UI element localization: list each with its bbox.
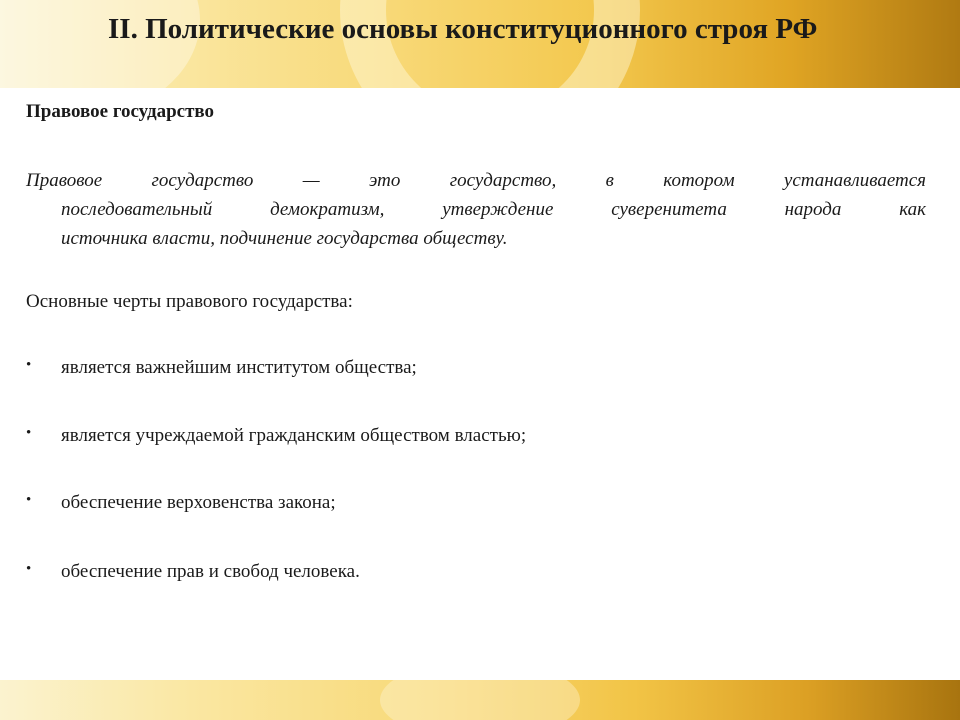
slide-title: II. Политические основы конституционного строя РФ — [108, 13, 818, 45]
list-item-text: обеспечение верховенства закона; — [61, 492, 336, 513]
bullet-icon: • — [26, 357, 32, 373]
list-item — [0, 356, 960, 386]
definition-line: Правовое государство — это государство, в котором устанавливается — [26, 170, 926, 191]
bullet-icon: • — [26, 561, 32, 577]
list-item — [0, 424, 960, 454]
bullet-icon: • — [26, 492, 32, 508]
bullet-icon: • — [26, 425, 32, 441]
slide-content — [0, 88, 960, 680]
definition-line: источника власти, подчинение государства обществу. — [61, 228, 508, 249]
list-item-text: является учреждаемой гражданским обществом властью; — [61, 425, 527, 446]
definition-paragraph — [26, 166, 926, 253]
definition-line: последовательный демократизм, утверждение суверенитета народа как — [61, 199, 926, 220]
section-heading: Правовое государство — [26, 101, 215, 122]
list-item-text: обеспечение прав и свобод человека. — [61, 561, 360, 582]
header-band — [0, 0, 960, 88]
footer-band — [0, 680, 960, 720]
footer-highlight — [380, 680, 580, 720]
features-title: Основные черты правового государства: — [26, 291, 353, 312]
list-item-text: является важнейшим институтом общества; — [61, 357, 417, 378]
list-item — [0, 560, 960, 590]
list-item — [0, 491, 960, 521]
